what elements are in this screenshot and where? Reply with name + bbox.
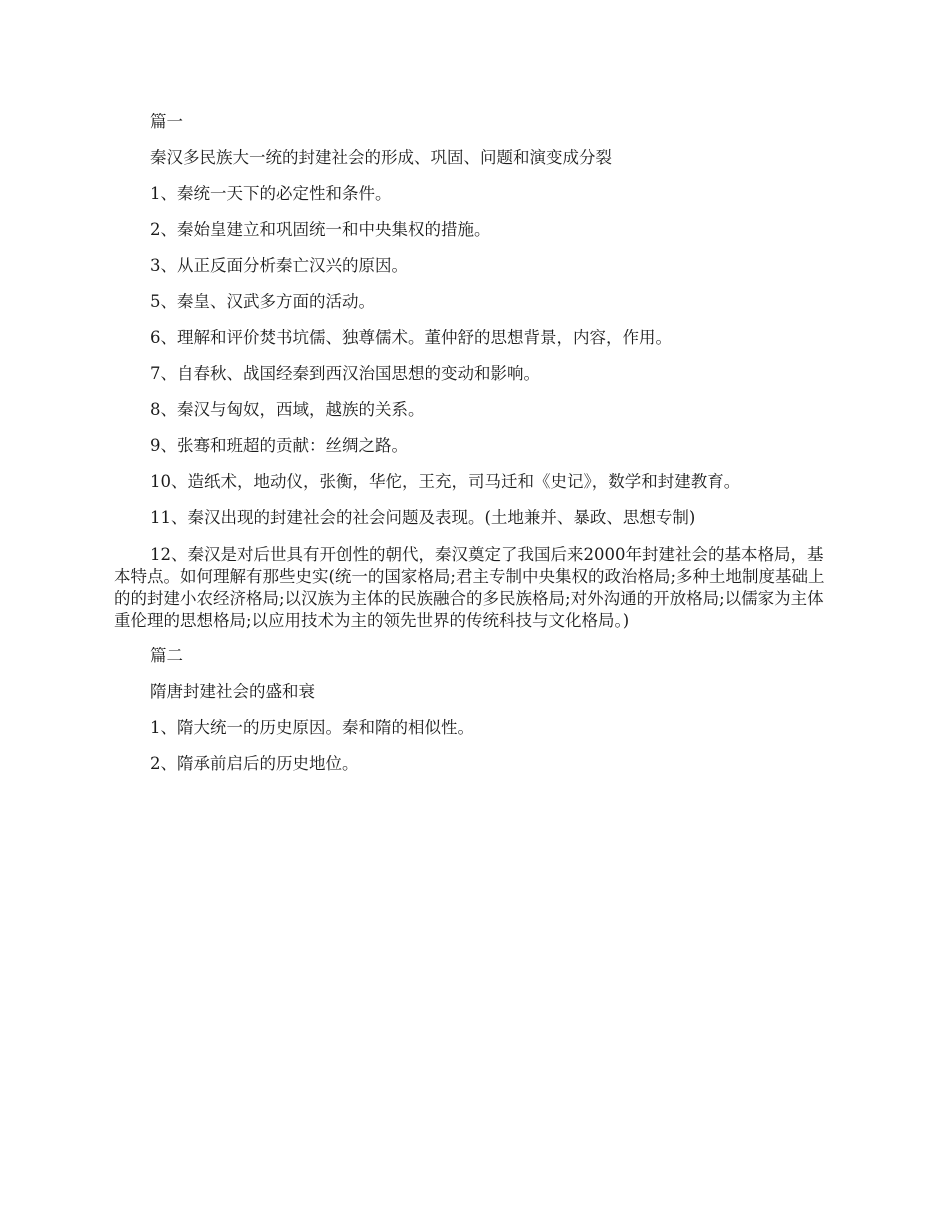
list-item: 5、秦皇、汉武多方面的活动。 <box>150 292 375 311</box>
list-item: 9、张骞和班超的贡献：丝绸之路。 <box>150 436 408 455</box>
document-page <box>114 112 838 790</box>
list-item: 1、隋大统一的历史原因。秦和隋的相似性。 <box>150 718 474 737</box>
list-item: 11、秦汉出现的封建社会的社会问题及表现。(土地兼并、暴政、思想专制) <box>150 508 696 527</box>
section-heading-2: 篇二 <box>150 646 183 665</box>
list-item: 7、自春秋、战国经秦到西汉治国思想的变动和影响。 <box>150 364 540 383</box>
list-item: 1、秦统一天下的必定性和条件。 <box>150 184 392 203</box>
list-item: 2、秦始皇建立和巩固统一和中央集权的措施。 <box>150 220 491 239</box>
list-item: 8、秦汉与匈奴，西域，越族的关系。 <box>150 400 425 419</box>
section-title-1: 秦汉多民族大一统的封建社会的形成、巩固、问题和演变成分裂 <box>150 148 612 167</box>
list-item: 3、从正反面分析秦亡汉兴的原因。 <box>150 256 408 275</box>
section-title-2: 隋唐封建社会的盛和衰 <box>150 682 315 701</box>
section-heading-1: 篇一 <box>150 112 183 131</box>
list-item: 2、隋承前启后的历史地位。 <box>150 754 359 773</box>
list-item: 6、理解和评价焚书坑儒、独尊儒术。董仲舒的思想背景，内容，作用。 <box>150 328 672 347</box>
list-item: 10、造纸术，地动仪，张衡，华佗，王充，司马迁和《史记》，数学和封建教育。 <box>150 472 741 491</box>
list-item-long: 12、秦汉是对后世具有开创性的朝代，秦汉奠定了我国后来2000年封建社会的基本格局，基本特点。如何理解有那些史实(统一的国家格局;君主专制中央集权的政治格局;多种土地制度基础上的的封建小农经济格局;以汉族为主体的民族融合的多民族格局;对外沟通的开放格局;以儒家为主体重伦理的思想格局;以应用技术为主的领先世界的传统科技与文化格局。) <box>114 545 825 630</box>
